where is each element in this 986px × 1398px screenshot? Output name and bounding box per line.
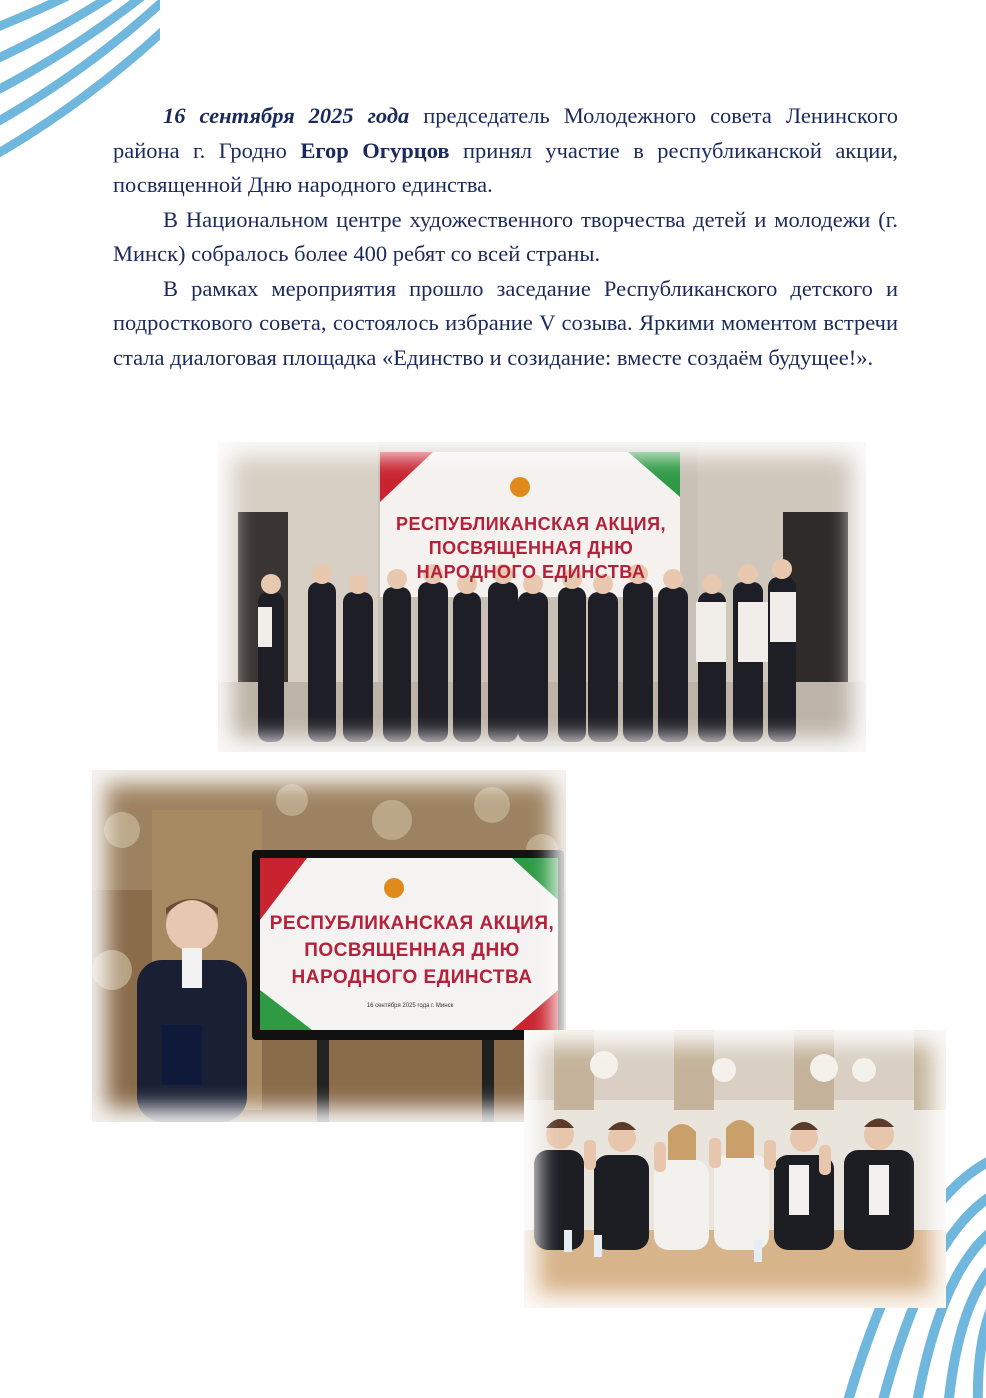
- person-name: Егор Огурцов: [300, 137, 450, 163]
- paragraph-1: [113, 99, 898, 203]
- paragraph-1-part-b: принял участие в республиканской акции, посвященной Дню народного единства.: [113, 137, 898, 197]
- group-photo: [218, 442, 866, 752]
- article-text: [113, 99, 898, 375]
- event-date: 16 сентября 2025 года: [163, 103, 410, 128]
- paragraph-3: В рамках мероприятия прошло заседание Республиканского детского и подросткового совета, состоялось избрание V созыва. Яркими моментом встречи стала диалоговая площадка «Единство и созидание: вместе создаём будущее!».: [113, 275, 898, 370]
- group-photo-screen-text: РЕСПУБЛИКАНСКАЯ АКЦИЯ, ПОСВЯЩЕННАЯ ДНЮ НАРОДНОГО ЕДИНСТВА: [395, 514, 667, 582]
- speaker-photo-screen-text: РЕСПУБЛИКАНСКАЯ АКЦИЯ, ПОСВЯЩЕННАЯ ДНЮ НАРОДНОГО ЕДИНСТВА: [269, 913, 555, 988]
- speaker-photo-screen-subtext: 16 сентября 2025 года г. Минск: [366, 1003, 454, 1009]
- paragraph-1-part-a: председатель Молодежного совета Ленинского района г. Гродно: [113, 103, 898, 163]
- paragraph-2: В Национальном центре художественного творчества детей и молодежи (г. Минск) собралось более 400 ребят со всей страны.: [113, 206, 898, 266]
- voting-photo: [524, 1030, 946, 1308]
